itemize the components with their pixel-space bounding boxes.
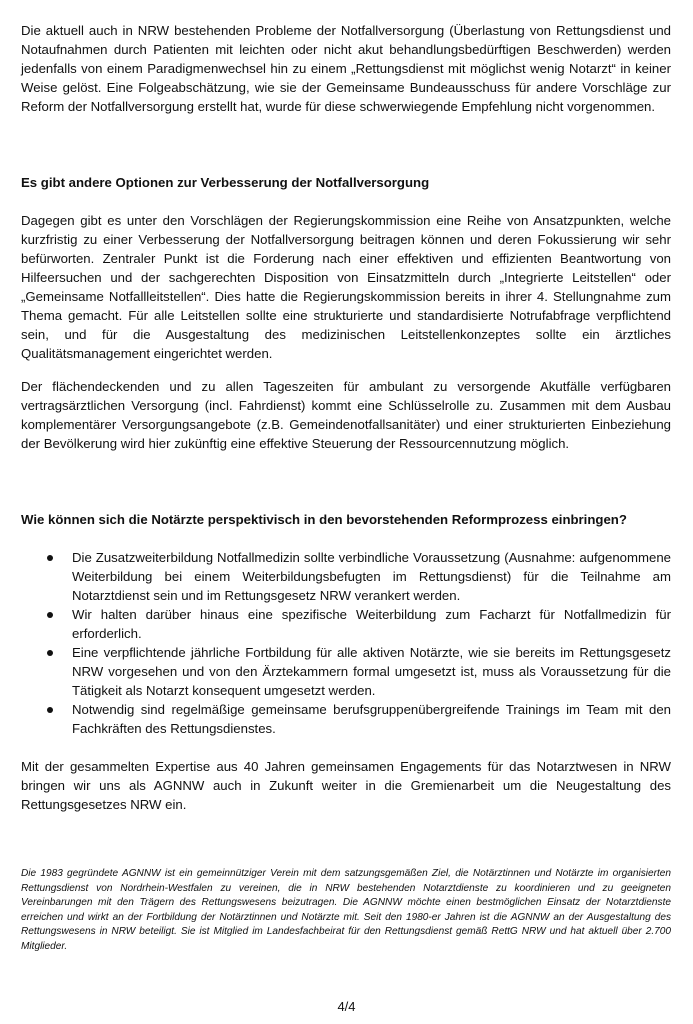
bullet-text: Eine verpflichtende jährliche Fortbildung für alle aktiven Notärzte, wie sie bereits im Rettungsgesetz NRW vorgesehen und von den Ärztekammern formal umgesetzt ist, muss als Voraussetzung für die Tätigkeit als Notarzt konsequent umgesetzt werden. bbox=[72, 645, 671, 698]
bullet-icon bbox=[47, 555, 53, 561]
organization-footnote: Die 1983 gegründete AGNNW ist ein gemeinnütziger Verein mit dem satzungsgemäßen Ziel, die Notärztinnen und Notärzte im organisierten Rettungsdienst von Nordrhein-Westfalen zu vereinen, die in NRW bestehenden Notarztdienste zu koordinieren und zu geeigneten Vereinbarungen mit den Trägern des Rettungswesens beizutragen. Die AGNNW möchte einen bestmöglichen Einsatz der Notarztdienste erreichen und wirkt an der Fortbildung der Notärztinnen und Notärzte mit. Seit den 1980-er Jahren ist die AGNNW an der Ausgestaltung des Rettungswesens in NRW beteiligt. Sie ist Mitglied im Landesfachbeirat für den Rettungsdienst gemäß RettG NRW und hat aktuell über 2.700 Mitglieder. bbox=[21, 868, 671, 952]
reform-bullet-list-wrap bbox=[21, 548, 671, 738]
list-item bbox=[21, 700, 671, 738]
reform-bullet-list bbox=[21, 548, 671, 738]
section-heading-options: Es gibt andere Optionen zur Verbesserung der Notfallversorgung bbox=[21, 175, 430, 190]
list-item bbox=[21, 605, 671, 643]
intro-paragraph: Die aktuell auch in NRW bestehenden Probleme der Notfallversorgung (Überlastung von Rettungsdienst und Notaufnahmen durch Patienten mit leichten oder nicht akut behandlungsbedürftigen Beschwerden) werden jedenfalls von einem Paradigmenwechsel hin zu einem „Rettungsdienst mit möglichst wenig Notarzt“ in keiner Weise gelöst. Eine Folgeabschätzung, wie sie der Gemeinsame Bundeausschuss für andere Vorschläge zur Reform der Notfallversorgung erstellt hat, wurde für diese schwerwiegende Empfehlung nicht vorgenommen. bbox=[21, 23, 671, 114]
list-item bbox=[21, 643, 671, 700]
bullet-icon bbox=[47, 707, 53, 713]
page-number: 4/4 bbox=[337, 999, 356, 1014]
section-options-body bbox=[21, 211, 671, 363]
section-reform bbox=[21, 510, 671, 529]
section-options-body-2 bbox=[21, 377, 671, 453]
section-options bbox=[21, 173, 671, 192]
options-paragraph-1: Dagegen gibt es unter den Vorschlägen der Regierungskommission eine Reihe von Ansatzpunkten, welche kurzfristig zu einer Verbesserung der Notfallversorgung beitragen können und deren Fokussierung wir sehr befürworten. Zentraler Punkt ist die Forderung nach einer effektiven und effizienten Beantwortung von Hilfeersuchen und der sachgerechten Disposition von Einsatzmitteln durch „Integrierte Leitstellen“ oder „Gemeinsame Notfallleitstellen“. Dies hatte die Regierungskommission bereits in ihrer 4. Stellungnahme zum Thema gemacht. Für alle Leitstellen sollte eine strukturierte und standardisierte Notrufabfrage verpflichtend sein, und für die Ausgestaltung des medizinischen Leitstellenkonzeptes sollte ein ärztliches Qualitätsmanagement eingerichtet werden. bbox=[21, 213, 671, 361]
list-item bbox=[21, 548, 671, 605]
closing-section bbox=[21, 757, 671, 814]
intro-section bbox=[21, 21, 671, 116]
bullet-text: Die Zusatzweiterbildung Notfallmedizin sollte verbindliche Voraussetzung (Ausnahme: aufgenommene Weiterbildung bei einem Weiterbildungsbefugten im Rettungsdienst) für die Teilnahme am Notarztdienst sein und im Rettungsgesetz NRW verankert werden. bbox=[72, 550, 671, 603]
options-paragraph-2: Der flächendeckenden und zu allen Tageszeiten für ambulant zu versorgende Akutfälle verfügbaren vertragsärztlichen Versorgung (incl. Fahrdienst) kommt eine Schlüsselrolle zu. Zusammen mit dem Ausbau komplementärer Versorgungsangebote (z.B. Gemeindenotfallsanitäter) und einer strukturierten Einbeziehung der Bevölkerung wird hier zukünftig eine effektive Steuerung der Ressourcennutzung möglich. bbox=[21, 379, 671, 451]
bullet-text: Wir halten darüber hinaus eine spezifische Weiterbildung zum Facharzt für Notfallmedizin für erforderlich. bbox=[72, 607, 671, 641]
closing-paragraph: Mit der gesammelten Expertise aus 40 Jahren gemeinsamen Engagements für das Notarztwesen in NRW bringen wir uns als AGNNW auch in Zukunft weiter in die Gremienarbeit um die Neugestaltung des Rettungsgesetzes NRW ein. bbox=[21, 759, 671, 812]
section-heading-reform: Wie können sich die Notärzte perspektivisch in den bevorstehenden Reformprozess einbringen? bbox=[21, 512, 627, 527]
bullet-icon bbox=[47, 612, 53, 618]
bullet-icon bbox=[47, 650, 53, 656]
bullet-text: Notwendig sind regelmäßige gemeinsame berufsgruppenübergreifende Trainings im Team mit den Fachkräften des Rettungsdienstes. bbox=[72, 702, 671, 736]
